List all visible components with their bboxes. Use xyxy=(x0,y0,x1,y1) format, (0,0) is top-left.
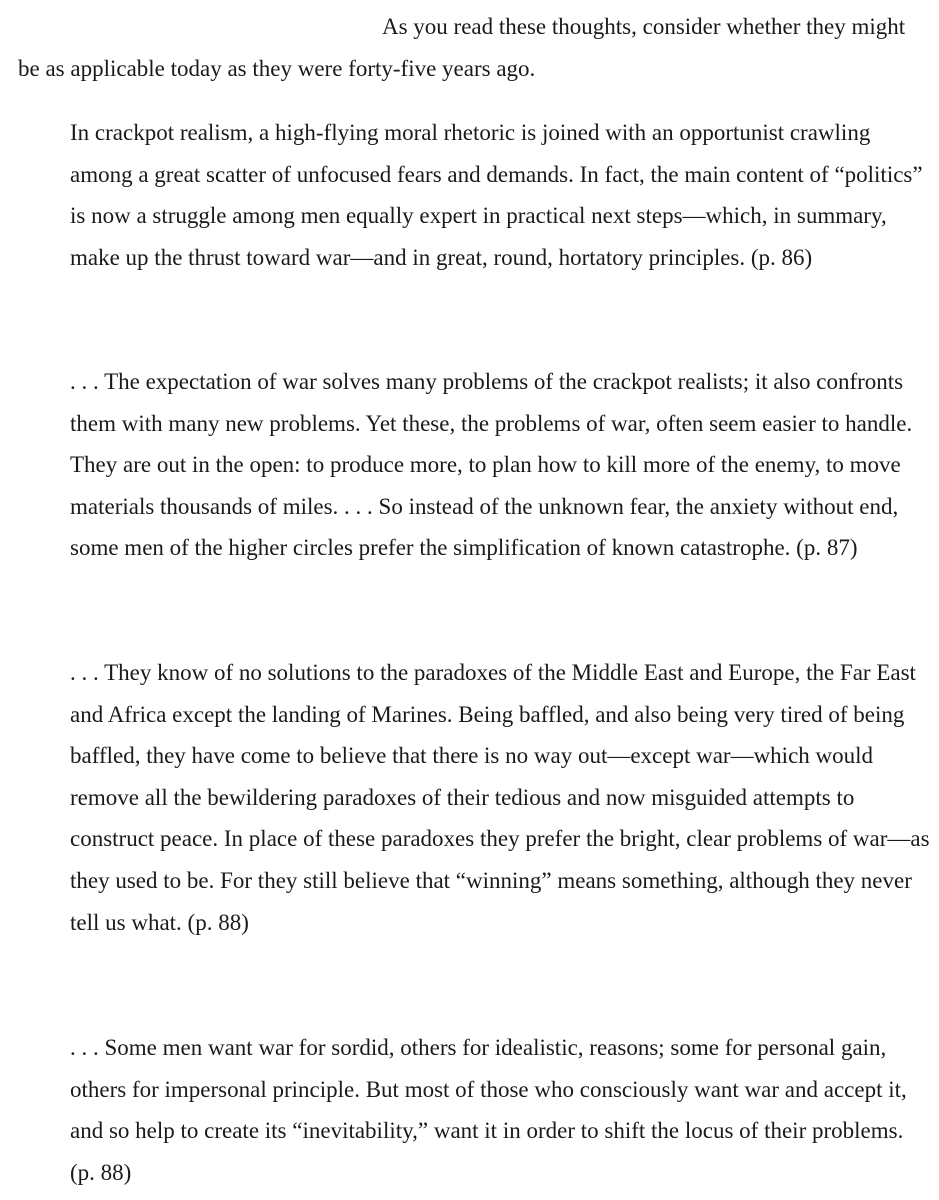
intro-text: As you read these thoughts, consider whether they might be as applicable today as they were forty-five years ago. xyxy=(18,14,906,81)
block-quote-4: . . . Some men want war for sordid, others for idealistic, reasons; some for personal gain, others for impersonal principle. But most of those who consciously want war and accept it, and so help to create its “inevitability,” want it in order to shift the locus of their problems. (p. 88) xyxy=(70,1035,907,1185)
intro-paragraph xyxy=(18,6,928,90)
block-quote-1: In crackpot realism, a high-flying moral rhetoric is joined with an opportunist crawling among a great scatter of unfocused fears and demands. In fact, the main content of “politics” is now a struggle among men equally expert in practical next steps—which, in summary, make up the thrust toward war—and in great, round, hortatory principles. (p. 86) xyxy=(70,120,923,270)
block-quote-2: . . . The expectation of war solves many problems of the crackpot realists; it also confronts them with many new problems. Yet these, the problems of war, often seem easier to handle. They are out in the open: to produce more, to plan how to kill more of the enemy, to move materials thousands of miles. . . . So instead of the unknown fear, the anxiety without end, some men of the higher circles prefer the simplification of known catastrophe. (p. 87) xyxy=(70,369,913,561)
block-quote-3: . . . They know of no solutions to the paradoxes of the Middle East and Europe, the Far East and Africa except the landing of Marines. Being baffled, and also being very tired of being baffled, they have come to believe that there is no way out—except war—which would remove all the bewildering paradoxes of their tedious and now misguided attempts to construct peace. In place of these paradoxes they prefer the bright, clear problems of war—as they used to be. For they still believe that “winning” means something, although they never tell us what. (p. 88) xyxy=(70,660,930,935)
